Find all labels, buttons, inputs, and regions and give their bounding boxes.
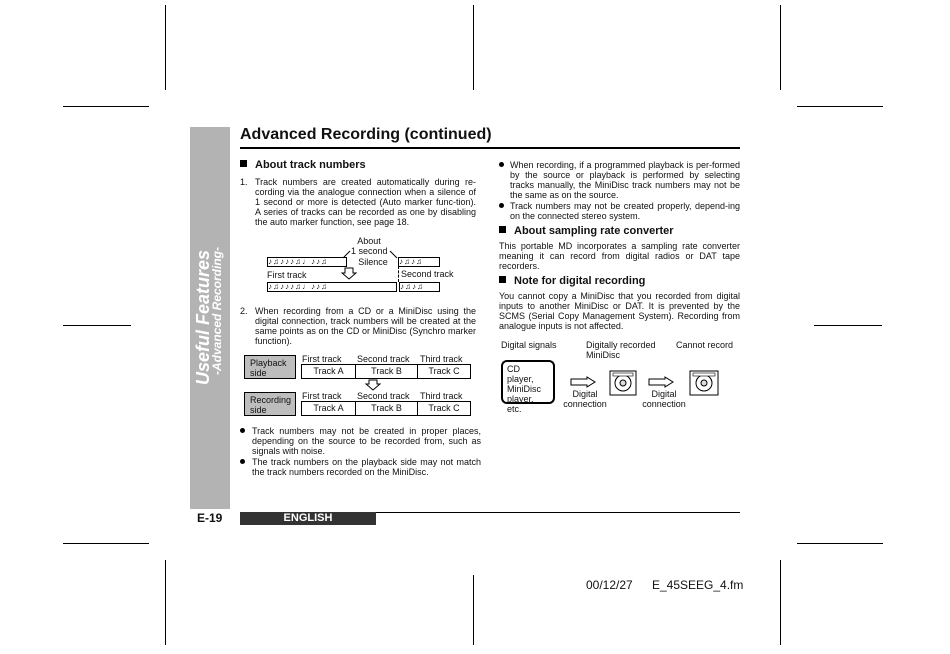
cannot-record-label: Cannot record [676,340,734,350]
page-number: E-19 [197,511,223,525]
page-title: Advanced Recording (continued) [240,126,492,143]
side-tab-text [193,246,224,386]
side-tab-subtitle: -Advanced Recording- [210,246,224,376]
table-header: Third track [420,354,463,364]
first-track-label: First track [267,270,307,280]
language-label: ENGLISH [240,512,376,525]
digitally-recorded-label: Digitally recorded MiniDisc [586,340,656,360]
crop-mark [780,5,781,90]
digital-signals-label: Digital signals [501,340,557,350]
table-header: First track [302,391,342,401]
down-arrow-icon [341,267,357,280]
one-second-label: 1 second [351,246,388,256]
playback-side-label: Playback side [244,355,296,379]
table-header: Third track [420,391,463,401]
side-tab-title: Useful Features [193,249,213,386]
music-notes-before: ♪♫♪♪♪♫♩♪♪♫ [267,257,347,267]
bullet-icon [499,162,504,167]
crop-mark [814,325,882,326]
silence-label: Silence [358,257,388,267]
right-arrow-icon [570,376,596,388]
music-notes-track1: ♪♫♪♪♪♫♩♪♪♫ [267,282,397,292]
table-header: First track [302,354,342,364]
digital-connection-label: Digital connection [563,389,607,409]
music-notes-track2: ♪♫♪♫ [399,282,440,292]
crop-mark [473,575,474,645]
section-heading-track-numbers: About track numbers [240,159,366,171]
crop-mark [63,325,131,326]
bullet-icon [240,428,245,433]
crop-mark [797,106,883,107]
item-number: 2. [240,306,248,316]
crop-mark [473,5,474,90]
minidisc-icon [609,370,637,396]
crop-mark [165,5,166,90]
bullet-icon [499,203,504,208]
digital-text: You cannot copy a MiniDisc that you recorded from digital inputs to another MiniDisc or DAT. It is prevented by the SCMS (Serial Copy Management System). Recording from analogue inputs is not affected. [499,291,740,331]
bullet-item: Track numbers may not be created properly, depend-ing on the connected stereo system. [499,201,740,221]
section-heading-digital: Note for digital recording [499,275,645,287]
recording-side-label: Recording side [244,392,296,416]
bullet-item: Track numbers may not be created in proper places, depending on the source to be recorded from, such as signals with noise. [240,426,481,456]
track-divider [398,266,399,282]
bullet-item: The track numbers on the playback side may not match the track numbers recorded on the MiniDisc. [240,457,481,477]
crop-mark [780,560,781,645]
crop-mark [165,560,166,645]
table-cell: Track B [355,401,418,416]
down-arrow-icon [365,379,381,391]
digital-connection-label: Digital connection [642,389,686,409]
footer-rule [376,512,740,513]
file-name: E_45SEEG_4.fm [652,578,744,592]
table-cell: Track B [355,364,418,379]
table-cell: Track C [417,364,471,379]
table-header: Second track [357,354,410,364]
bullet-icon [240,459,245,464]
table-cell: Track A [301,401,356,416]
item1-text: Track numbers are created automatically during re-cording via the analogue connection when a silence of 1 second or more is detected (Auto marker func-tion). A series of tracks can be recorded as one by disabling the auto marker function, see page 18. [255,177,476,227]
minidisc-icon [689,370,719,396]
item2-text: When recording from a CD or a MiniDisc using the digital connection, track numbers will be created at the same points as on the CD or MiniDisc (Synchro marker function). [255,306,476,346]
bullet-item: When recording, if a programmed playback is per-formed by the source or playback is performed by selecting tracks manually, the MiniDisc track numbers may not be the same as on the source. [499,160,740,200]
crop-mark [63,106,149,107]
table-cell: Track C [417,401,471,416]
table-header: Second track [357,391,410,401]
crop-mark [797,543,883,544]
item-number: 1. [240,177,248,187]
print-date: 00/12/27 [586,578,633,592]
crop-mark [63,543,149,544]
right-arrow-icon [648,376,674,388]
music-notes-after: ♪♫♪♫ [398,257,440,267]
table-cell: Track A [301,364,356,379]
second-track-label: Second track [401,269,454,279]
about-label: About [357,236,381,246]
sampling-text: This portable MD incorporates a sampling rate converter meaning it can record from digital radios or DAT tape recorders. [499,241,740,271]
source-device-box: CD player, MiniDisc player, etc. [501,360,555,404]
section-heading-sampling: About sampling rate converter [499,225,674,237]
title-rule [240,147,740,149]
